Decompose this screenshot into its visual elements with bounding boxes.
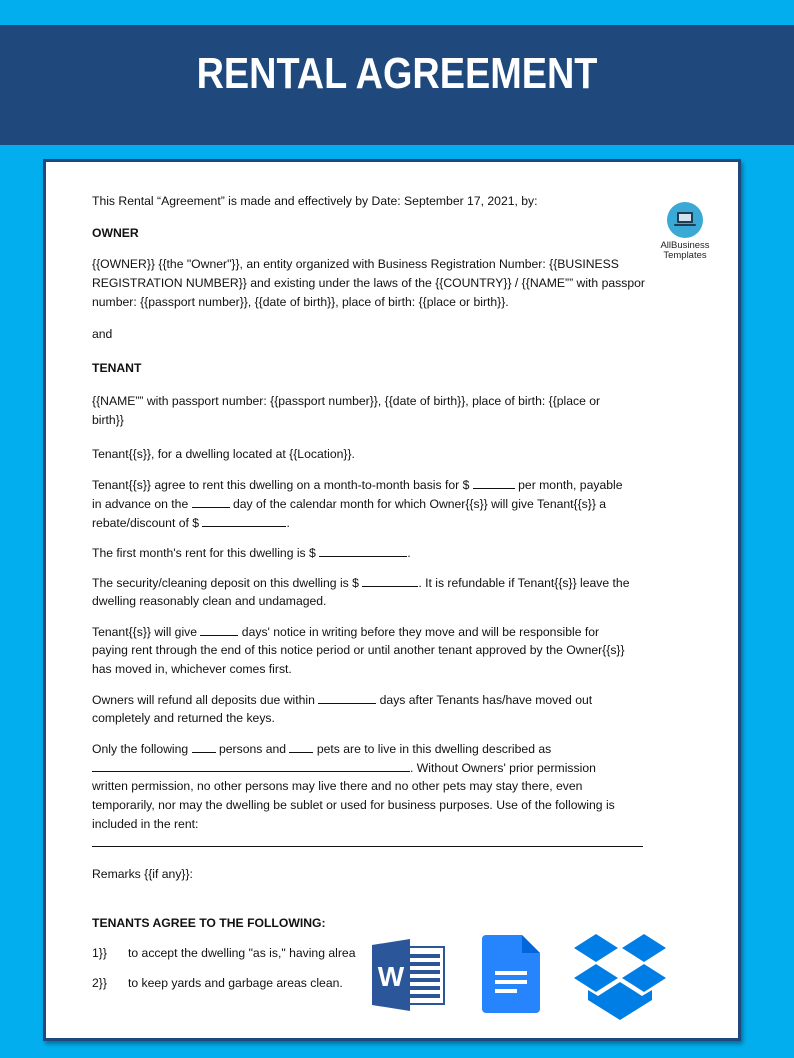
deposit-line-2: dwelling reasonably clean and undamaged. (92, 594, 327, 608)
first-month-paragraph: The first month's rent for this dwelling is $ . (92, 543, 411, 563)
agree-item: 2}} to keep yards and garbage areas clean. (92, 976, 343, 990)
deposit-blank[interactable] (362, 573, 418, 587)
notice-line-3: has moved in, whichever comes first. (92, 662, 292, 676)
deposit-line-1: The security/cleaning deposit on this dwelling is $ . It is refundable if Tenant{{s}} leave the (92, 573, 630, 593)
owner-heading: OWNER (92, 226, 139, 240)
occupants-line-3: written permission, no other persons may live there and no other pets may stay there, even (92, 779, 583, 793)
tenant-line-1: {{NAME”” with passport number: {{passport number}}, {{date of birth}}, place of birth: {{place or (92, 394, 601, 408)
included-items-line (92, 833, 643, 853)
page-title: RENTAL AGREEMENT (196, 49, 598, 98)
svg-text:W: W (377, 961, 405, 992)
owner-line-3: number: {{passport number}}, {{date of birth}}, place of birth: {{place or birth}}. (92, 295, 509, 309)
microsoft-word-icon (370, 938, 448, 1012)
location-paragraph: Tenant{{s}}, for a dwelling located at {{Location}}. (92, 447, 355, 461)
refund-line-1: Owners will refund all deposits due within days after Tenants has/have moved out (92, 690, 592, 710)
tenant-heading: TENANT (92, 361, 142, 375)
notice-line-2: paying rent through the end of this notice period or until another tenant approved by the Owner{{s}} (92, 643, 625, 657)
rent-line-2: in advance on the day of the calendar month for which Owner{{s}} will give Tenant{{s}} a (92, 494, 606, 514)
owner-line-2: REGISTRATION NUMBER}} and existing under the laws of the {{COUNTRY}} / {{NAME”” with passpor (92, 276, 645, 290)
document-preview (43, 159, 741, 1041)
notice-days-blank[interactable] (200, 622, 238, 636)
occupants-line-2: . Without Owners' prior permission (92, 758, 596, 778)
logo-text-line2: Templates (663, 250, 707, 261)
refund-line-2: completely and returned the keys. (92, 711, 275, 725)
pets-count-blank[interactable] (289, 739, 313, 753)
notice-line-1: Tenant{{s}} will give days' notice in writing before they move and will be responsible for (92, 622, 599, 642)
google-docs-icon (482, 935, 542, 1015)
dropbox-icon (572, 932, 668, 1020)
logo-text-line1: AllBusiness (660, 240, 710, 251)
occupants-line-5: included in the rent: (92, 817, 199, 831)
monthly-rent-blank[interactable] (473, 475, 515, 489)
rebate-blank[interactable] (202, 513, 286, 527)
intro-paragraph: This Rental “Agreement” is made and effectively by Date: September 17, 2021, by: (92, 194, 538, 208)
refund-days-blank[interactable] (318, 690, 376, 704)
persons-count-blank[interactable] (192, 739, 216, 753)
rent-line-1: Tenant{{s}} agree to rent this dwelling on a month-to-month basis for $ per month, payable (92, 475, 623, 495)
occupants-line-1: Only the following persons and pets are to live in this dwelling described as (92, 739, 551, 759)
included-items-blank[interactable] (92, 833, 643, 847)
owner-line-1: {{OWNER}} {{the "Owner"}}, an entity organized with Business Registration Number: {{BUSINESS (92, 257, 619, 271)
remarks-text: Remarks {{if any}}: (92, 867, 193, 881)
agree-item: 1}} to accept the dwelling "as is," having alrea (92, 946, 356, 960)
occupants-line-4: temporarily, nor may the dwelling be sublet or used for business purposes. Use of the following is (92, 798, 615, 812)
tenant-line-2: birth}} (92, 413, 124, 427)
agree-heading: TENANTS AGREE TO THE FOLLOWING: (92, 916, 326, 930)
allbusiness-logo (650, 202, 720, 261)
dwelling-description-blank[interactable] (92, 758, 410, 772)
laptop-icon (667, 202, 703, 238)
payment-day-blank[interactable] (192, 494, 230, 508)
rent-line-3: rebate/discount of $ . (92, 513, 290, 533)
first-month-rent-blank[interactable] (319, 543, 407, 557)
and-text: and (92, 327, 113, 341)
